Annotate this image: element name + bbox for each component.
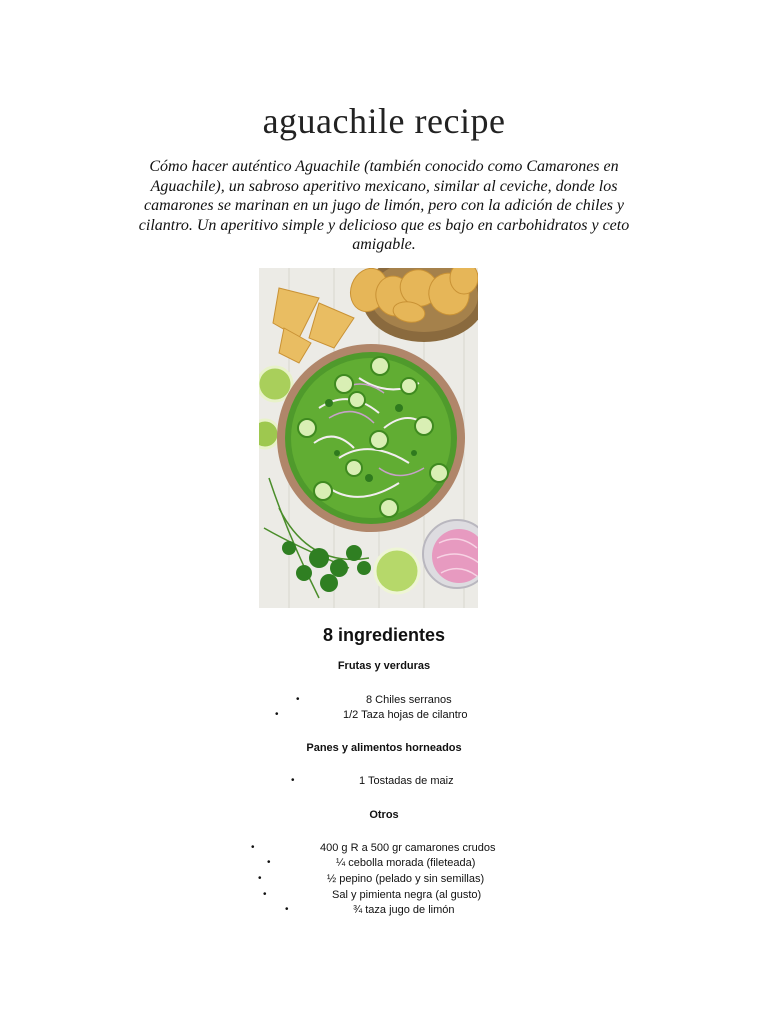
recipe-intro: Cómo hacer auténtico Aguachile (también conocido como Camarones en Aguachile), un sabroso aperitivo mexicano, similar al ceviche, donde los camarones se marinan en un jugo de limón, pero con la adición de chiles y cilantro. Un aperitivo simple y delicioso que es bajo en carbohidratos y ceto amigable. [138, 158, 630, 253]
section-heading-frutas: Frutas y verduras [337, 660, 431, 672]
recipe-title: aguachile recipe [262, 101, 506, 141]
ingredients-heading: 8 ingredientes [322, 625, 446, 645]
ingredient-item: Sal y pimienta negra (al gusto) [332, 889, 482, 901]
ingredient-item: 400 g R a 500 gr camarones crudos [320, 842, 496, 854]
ingredient-item: ½ pepino (pelado y sin semillas) [327, 873, 485, 885]
bullet: • [275, 709, 279, 720]
ingredient-item: ¾ taza jugo de limón [353, 904, 455, 916]
ingredient-item: ¼ cebolla morada (fileteada) [336, 857, 476, 869]
aguachile-photo [259, 268, 478, 608]
ingredient-item: 8 Chiles serranos [366, 694, 452, 706]
bullet: • [258, 873, 262, 884]
section-heading-panes: Panes y alimentos horneados [306, 742, 462, 754]
section-heading-otros: Otros [369, 809, 399, 821]
bullet: • [267, 857, 271, 868]
ingredient-item: 1 Tostadas de maiz [359, 775, 454, 787]
bullet: • [251, 842, 255, 853]
bullet: • [263, 889, 267, 900]
bullet: • [296, 694, 300, 705]
ingredient-item: 1/2 Taza hojas de cilantro [343, 709, 468, 721]
bullet: • [285, 904, 289, 915]
bullet: • [291, 775, 295, 786]
